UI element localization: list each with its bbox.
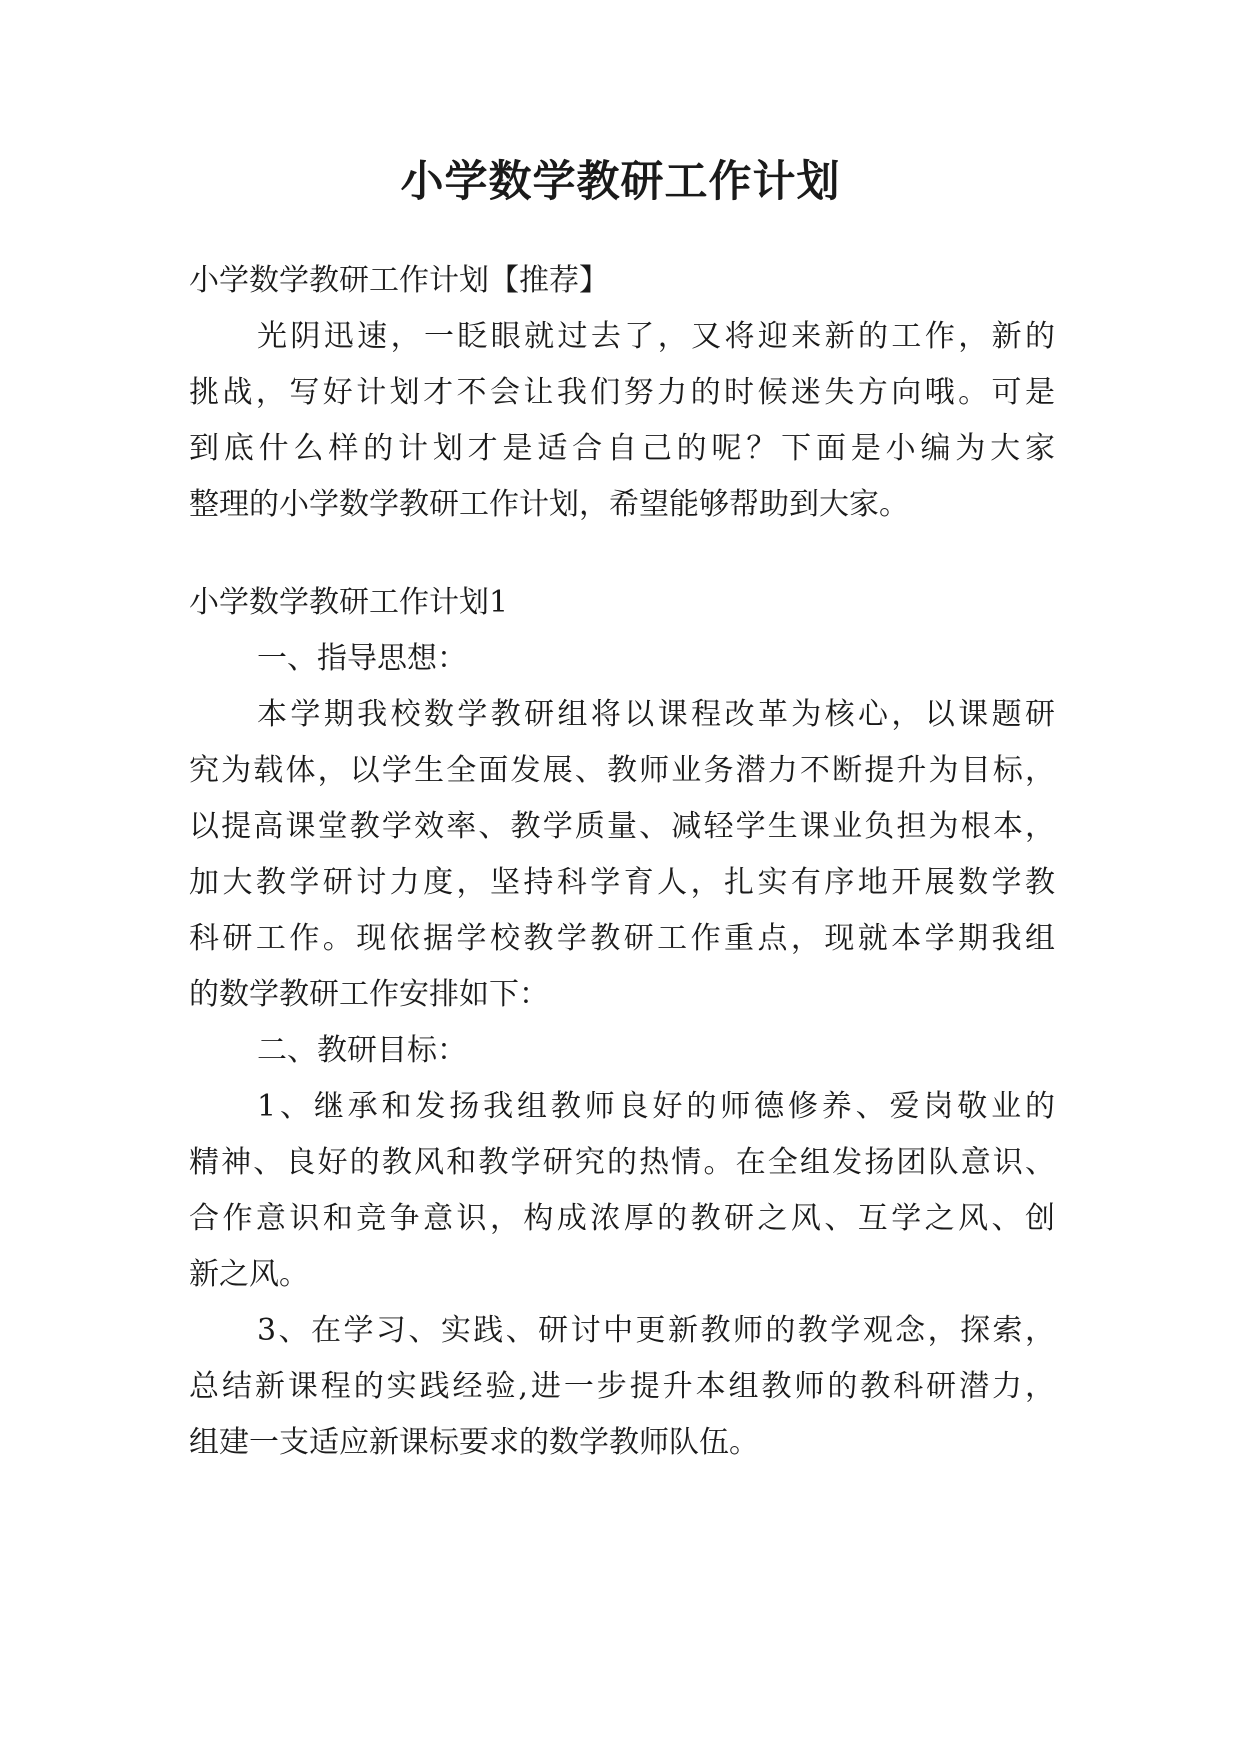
section1-line: 本学期我校数学教研组将以课程改革为核心，以课题研 [257, 697, 1055, 732]
section1-line: 究为载体，以学生全面发展、教师业务潜力不断提升为目标， [189, 753, 1055, 788]
intro-line: 到底什么样的计划才是适合自己的呢？下面是小编为大家 [189, 431, 1055, 466]
intro-line: 挑战，写好计划才不会让我们努力的时候迷失方向哦。可是 [189, 375, 1055, 410]
paragraph-gap [189, 533, 1055, 575]
section1-line: 加大教学研讨力度，坚持科学育人，扎实有序地开展数学教 [189, 865, 1055, 900]
section1-line: 以提高课堂教学效率、教学质量、减轻学生课业负担为根本， [189, 809, 1055, 844]
section2-heading: 二、教研目标： [257, 1033, 467, 1068]
goal1-line: 1、继承和发扬我组教师良好的师德修养、爱岗敬业的 [257, 1089, 1055, 1124]
document-title: 小学数学教研工作计划 [400, 157, 841, 207]
section1-line: 的数学教研工作安排如下： [189, 977, 549, 1012]
plan-heading: 小学数学教研工作计划1 [189, 585, 509, 620]
goal3-line: 组建一支适应新课标要求的数学教师队伍。 [189, 1425, 759, 1460]
goal1-line: 精神、良好的教风和教学研究的热情。在全组发扬团队意识、 [189, 1145, 1055, 1180]
document-subtitle: 小学数学教研工作计划【推荐】 [189, 263, 609, 298]
goal1-line: 新之风。 [189, 1257, 309, 1292]
goal3-line: 3、在学习、实践、研讨中更新教师的教学观念，探索， [257, 1313, 1055, 1348]
intro-line: 光阴迅速，一眨眼就过去了，又将迎来新的工作，新的 [257, 319, 1055, 354]
goal1-line: 合作意识和竞争意识，构成浓厚的教研之风、互学之风、创 [189, 1201, 1055, 1236]
section1-heading: 一、指导思想： [257, 641, 467, 676]
intro-line: 整理的小学数学教研工作计划，希望能够帮助到大家。 [189, 487, 909, 522]
goal3-line: 总结新课程的实践经验,进一步提升本组教师的教科研潜力， [189, 1369, 1055, 1404]
section1-line: 科研工作。现依据学校教学教研工作重点，现就本学期我组 [189, 921, 1055, 956]
document-body [189, 253, 1055, 1471]
